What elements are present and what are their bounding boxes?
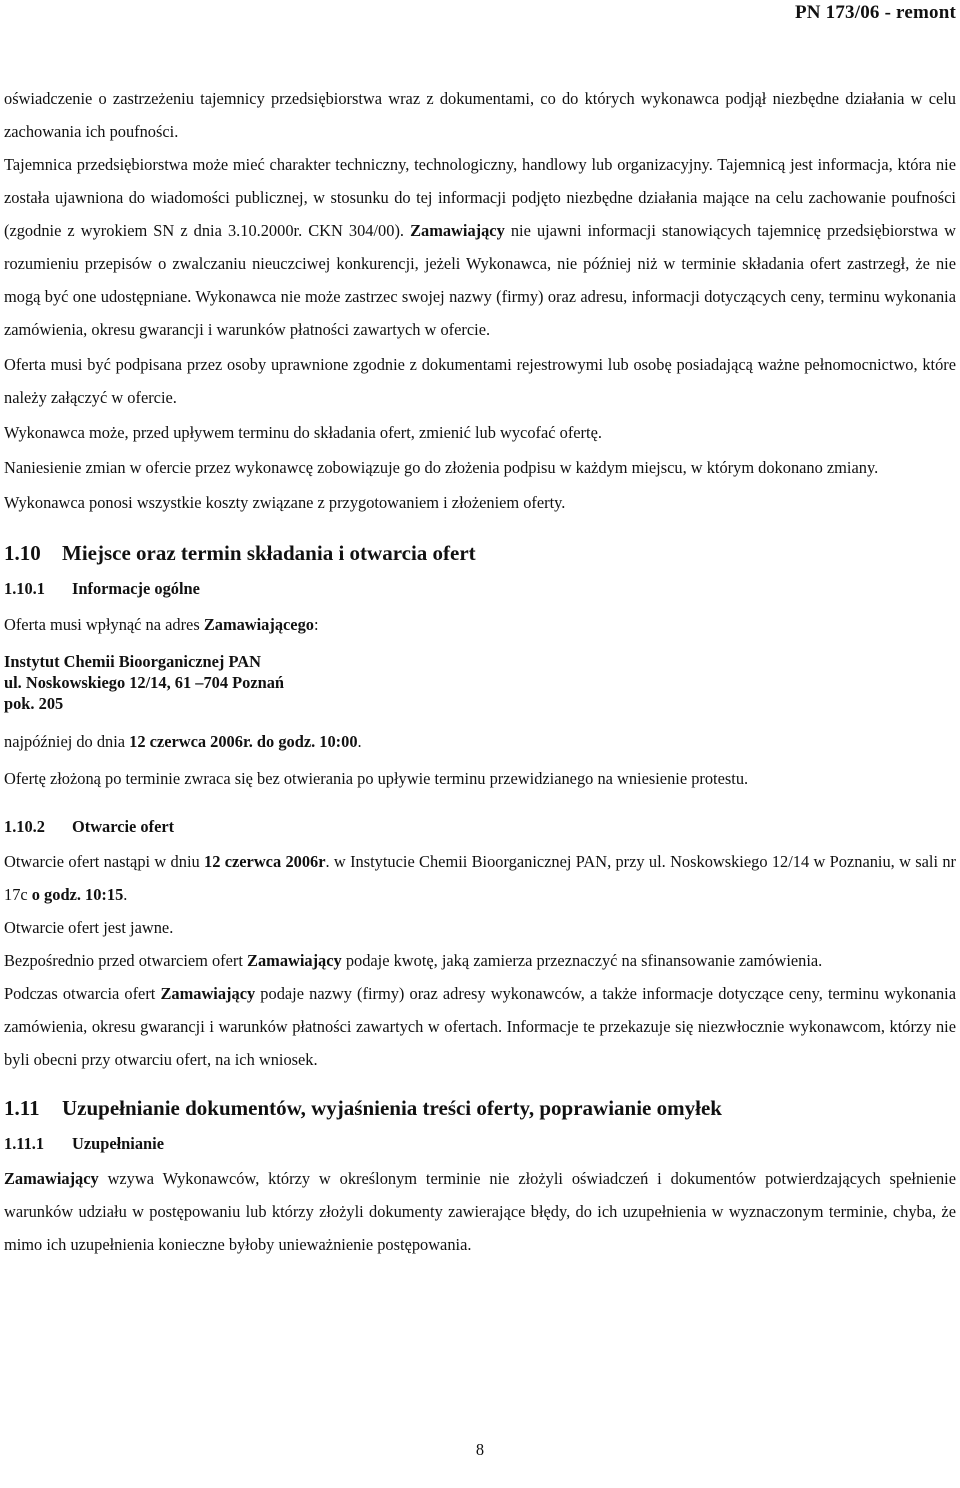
budget-text-cont: podaje kwotę, jaką zamierza przeznaczyć na sfinansowanie zamówienia.: [341, 951, 823, 970]
deadline-period: .: [357, 732, 362, 751]
paragraph-offer-signature: Oferta musi być podpisana przez osoby uprawnione zgodnie z dokumentami rejestrowymi lub osobę posiadającą ważne pełnomocnictwo, które należy załączyć w ofercie.: [4, 355, 956, 407]
section-heading-1-11: [4, 1094, 956, 1122]
address-room: pok. 205: [4, 694, 64, 713]
opening-place: . w Instytucie Chemii Bioorganicznej PAN, przy ul. Noskowskiego 12/14 w Poznaniu, w sali nr 17c: [4, 852, 956, 904]
subsection-number: 1.10.2: [4, 817, 45, 836]
delivery-colon: :: [313, 615, 319, 634]
paragraph-offer-corrections: Naniesienie zmian w ofercie przez wykonawcę zobowiązuje go do złożenia podpisu w każdym miejscu, w którym dokonano zmiany.: [4, 458, 879, 477]
document-id-header: PN 173/06 - remont: [794, 2, 956, 23]
opening-info-text-cont: podaje nazwy (firmy) oraz adresy wykonawców, a także informacje dotyczące ceny, terminu wykonania zamówienia, okresu gwarancji i warunków płatności zawartych w ofertach. Informacje te przekazuje się niezwłocznie wykonawcom, którzy nie byli obecni przy otwarciu ofert, na ich wniosek.: [4, 984, 956, 1069]
employer-term: Zamawiający: [160, 984, 256, 1003]
subsection-number: 1.11.1: [4, 1134, 45, 1153]
delivery-text: Oferta musi wpłynąć na adres: [4, 615, 204, 634]
section-title: Uzupełnianie dokumentów, wyjaśnienia treści oferty, poprawianie omyłek: [62, 1096, 722, 1120]
employer-term: Zamawiającego: [203, 615, 314, 634]
subsection-title: Informacje ogólne: [72, 579, 200, 598]
address-block: [4, 651, 956, 714]
paragraph-delivery-address: [4, 613, 956, 637]
opening-period: .: [123, 885, 128, 904]
employer-term: Zamawiający: [4, 1169, 99, 1188]
page-number: 8: [475, 1440, 485, 1459]
section-title: Miejsce oraz termin składania i otwarcia ofert: [62, 541, 476, 565]
opening-time: o godz. 10:15: [31, 885, 124, 904]
subsection-heading-1-11-1: [4, 1132, 956, 1156]
address-institution: Instytut Chemii Bioorganicznej PAN: [4, 652, 261, 671]
paragraph-trade-secret: [4, 148, 956, 346]
paragraph-opening-public: Otwarcie ofert jest jawne.: [4, 918, 174, 937]
paragraph-budget-announcement: [4, 944, 956, 977]
paragraph-deadline: [4, 730, 956, 754]
paragraph-late-offer: Ofertę złożoną po terminie zwraca się bez otwierania po upływie terminu przewidzianego na wniesienie protestu.: [4, 769, 749, 788]
employer-term: Zamawiający: [410, 221, 505, 240]
paragraph-document-supplement: [4, 1162, 956, 1261]
opening-info-text: Podczas otwarcia ofert: [4, 984, 161, 1003]
section-number: 1.11: [4, 1096, 40, 1120]
subsection-number: 1.10.1: [4, 579, 45, 598]
budget-text: Bezpośrednio przed otwarciem ofert: [4, 951, 248, 970]
trade-secret-text-cont: nie ujawni informacji stanowiących tajemnicę przedsiębiorstwa w rozumieniu przepisów o zwalczaniu nieuczciwej konkurencji, jeżeli Wykonawca, nie później niż w terminie składania ofert zastrzegł, że nie mogą być one udostępniane. Wykonawca nie może zastrzec swojej nazwy (firmy) oraz adresu, informacji dotyczących ceny, terminu wykonania zamówienia, okresu gwarancji i warunków płatności zawartych w ofercie.: [4, 221, 956, 339]
section-number: 1.10: [4, 541, 41, 565]
document-body: [4, 82, 956, 1261]
supplement-text: wzywa Wykonawców, którzy w określonym terminie nie złożyli oświadczeń i dokumentów potwierdzających spełnienie warunków udziału w postępowaniu lub którzy złożyli dokumenty zawierające błędy, do ich uzupełnienia w wyznaczonym terminie, chyba, że mimo ich uzupełnienia konieczne byłoby unieważnienie postępowania.: [4, 1169, 956, 1254]
paragraph-opening-information: [4, 977, 956, 1076]
address-street: ul. Noskowskiego 12/14, 61 –704 Poznań: [4, 673, 285, 692]
employer-term: Zamawiający: [247, 951, 342, 970]
paragraph-confidentiality-declaration: oświadczenie o zastrzeżeniu tajemnicy przedsiębiorstwa wraz z dokumentami, co do których wykonawca podjął niezbędne działania w celu zachowania ich poufności.: [4, 89, 956, 141]
paragraph-offer-costs: Wykonawca ponosi wszystkie koszty związane z przygotowaniem i złożeniem oferty.: [4, 493, 566, 512]
paragraph-opening-date: [4, 845, 956, 911]
subsection-title: Uzupełnianie: [72, 1134, 164, 1153]
paragraph-offer-change: Wykonawca może, przed upływem terminu do składania ofert, zmienić lub wycofać ofertę.: [4, 423, 602, 442]
deadline-date: 12 czerwca 2006r. do godz. 10:00: [129, 732, 358, 751]
subsection-heading-1-10-2: [4, 815, 956, 839]
trade-secret-text: Tajemnica przedsiębiorstwa może mieć charakter techniczny, technologiczny, handlowy lub organizacyjny. Tajemnicą jest informacja, która nie została ujawniona do wiadomości publicznej, w stosunku do tej informacji podjęto niezbędne działania mające na celu zachowanie poufności (zgodnie z wyrokiem SN z dnia 3.10.2000r. CKN 304/00).: [4, 155, 956, 240]
subsection-title: Otwarcie ofert: [72, 817, 175, 836]
opening-text: Otwarcie ofert nastąpi w dniu: [4, 852, 205, 871]
deadline-text: najpóźniej do dnia: [4, 732, 130, 751]
section-heading-1-10: [4, 539, 956, 567]
opening-date: 12 czerwca 2006r: [204, 852, 326, 871]
subsection-heading-1-10-1: [4, 577, 956, 601]
